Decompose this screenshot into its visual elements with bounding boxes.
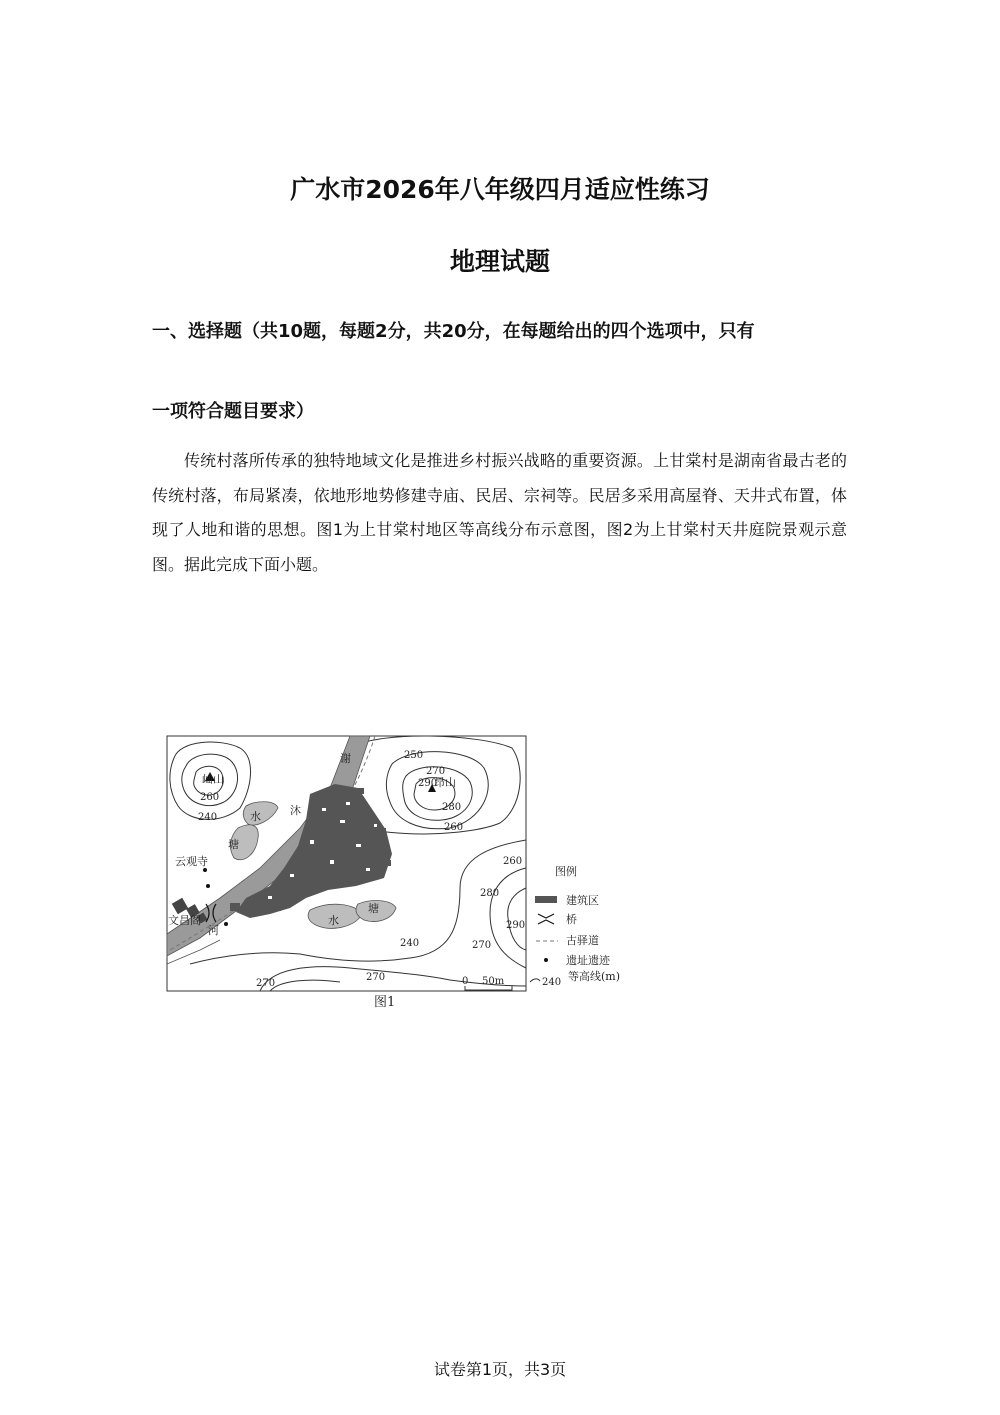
legend-contour-value: 240	[542, 977, 562, 988]
label-river-1: 谢	[340, 752, 351, 765]
contour-label-270a: 270	[426, 766, 446, 777]
legend-bridge: 桥	[566, 913, 577, 926]
label-pond-1a: 水	[250, 810, 261, 823]
scale-distance: 50m	[482, 976, 505, 987]
contour-label-250: 250	[404, 750, 424, 761]
legend-ruins: 遗址遗迹	[566, 954, 610, 967]
map-legend	[530, 864, 620, 988]
exam-subtitle: 地理试题	[449, 247, 550, 276]
contour-label-290b: 290	[506, 920, 526, 931]
scale-zero: 0	[462, 976, 469, 987]
label-mountain-west: 屾山	[202, 773, 224, 786]
label-pond-2a: 水	[328, 914, 339, 927]
contour-label-270b: 270	[472, 940, 492, 951]
contour-label-290: 290	[418, 778, 438, 789]
label-temple: 云观寺	[175, 855, 208, 868]
label-pond-1b: 塘	[228, 838, 239, 851]
ruins-dot-3	[224, 922, 228, 926]
legend-title: 图例	[555, 865, 577, 878]
contour-label-240b: 240	[400, 938, 420, 949]
section-heading-line2: 一项符合题目要求）	[152, 401, 314, 422]
contour-label-260a: 260	[200, 792, 220, 803]
label-river-3: 河	[208, 924, 219, 937]
contour-map-figure	[160, 728, 640, 1020]
contour-label-240a: 240	[198, 812, 218, 823]
page-footer: 试卷第1页，共3页	[433, 1360, 567, 1379]
legend-ruins-dot	[544, 958, 548, 962]
legend-bridge-icon	[538, 914, 554, 924]
legend-road: 古驿道	[566, 934, 599, 947]
legend-contour: 等高线(m)	[568, 970, 621, 983]
question-passage: 传统村落所传承的独特地域文化是推进乡村振兴战略的重要资源。上甘棠村是湖南省最古老的传统村落，布局紧凑，依地形地势修建寺庙、民居、宗祠等。民居多采用高屋脊、天井式布置，体现了人地和谐的思想。图1为上甘棠村地区等高线分布示意图，图2为上甘棠村天井庭院景观示意图。据此完成下面小题。	[152, 451, 847, 574]
label-river-2: 沐	[290, 804, 301, 817]
exam-title: 广水市2026年八年级四月适应性练习	[290, 175, 710, 204]
ruins-dot-2	[206, 884, 210, 888]
legend-building-swatch	[535, 896, 557, 903]
ruins-dot-1	[203, 868, 207, 872]
label-pond-2b: 塘	[368, 902, 379, 915]
contour-label-270d: 270	[256, 978, 276, 989]
section-heading-line1: 一、选择题（共10题，每题2分，共20分，在每题给出的四个选项中，只有	[152, 321, 755, 342]
legend-building: 建筑区	[566, 894, 599, 907]
label-mountain-east: 昂山	[434, 776, 456, 789]
contour-label-280a: 280	[442, 802, 462, 813]
figure-caption: 图1	[374, 995, 396, 1010]
legend-contour-line	[530, 979, 540, 982]
contour-label-280b: 280	[480, 888, 500, 899]
contour-label-270c: 270	[366, 972, 386, 983]
contour-label-260c: 260	[503, 856, 523, 867]
label-pavilion: 文昌阁	[168, 914, 201, 927]
contour-label-260b: 260	[444, 822, 464, 833]
